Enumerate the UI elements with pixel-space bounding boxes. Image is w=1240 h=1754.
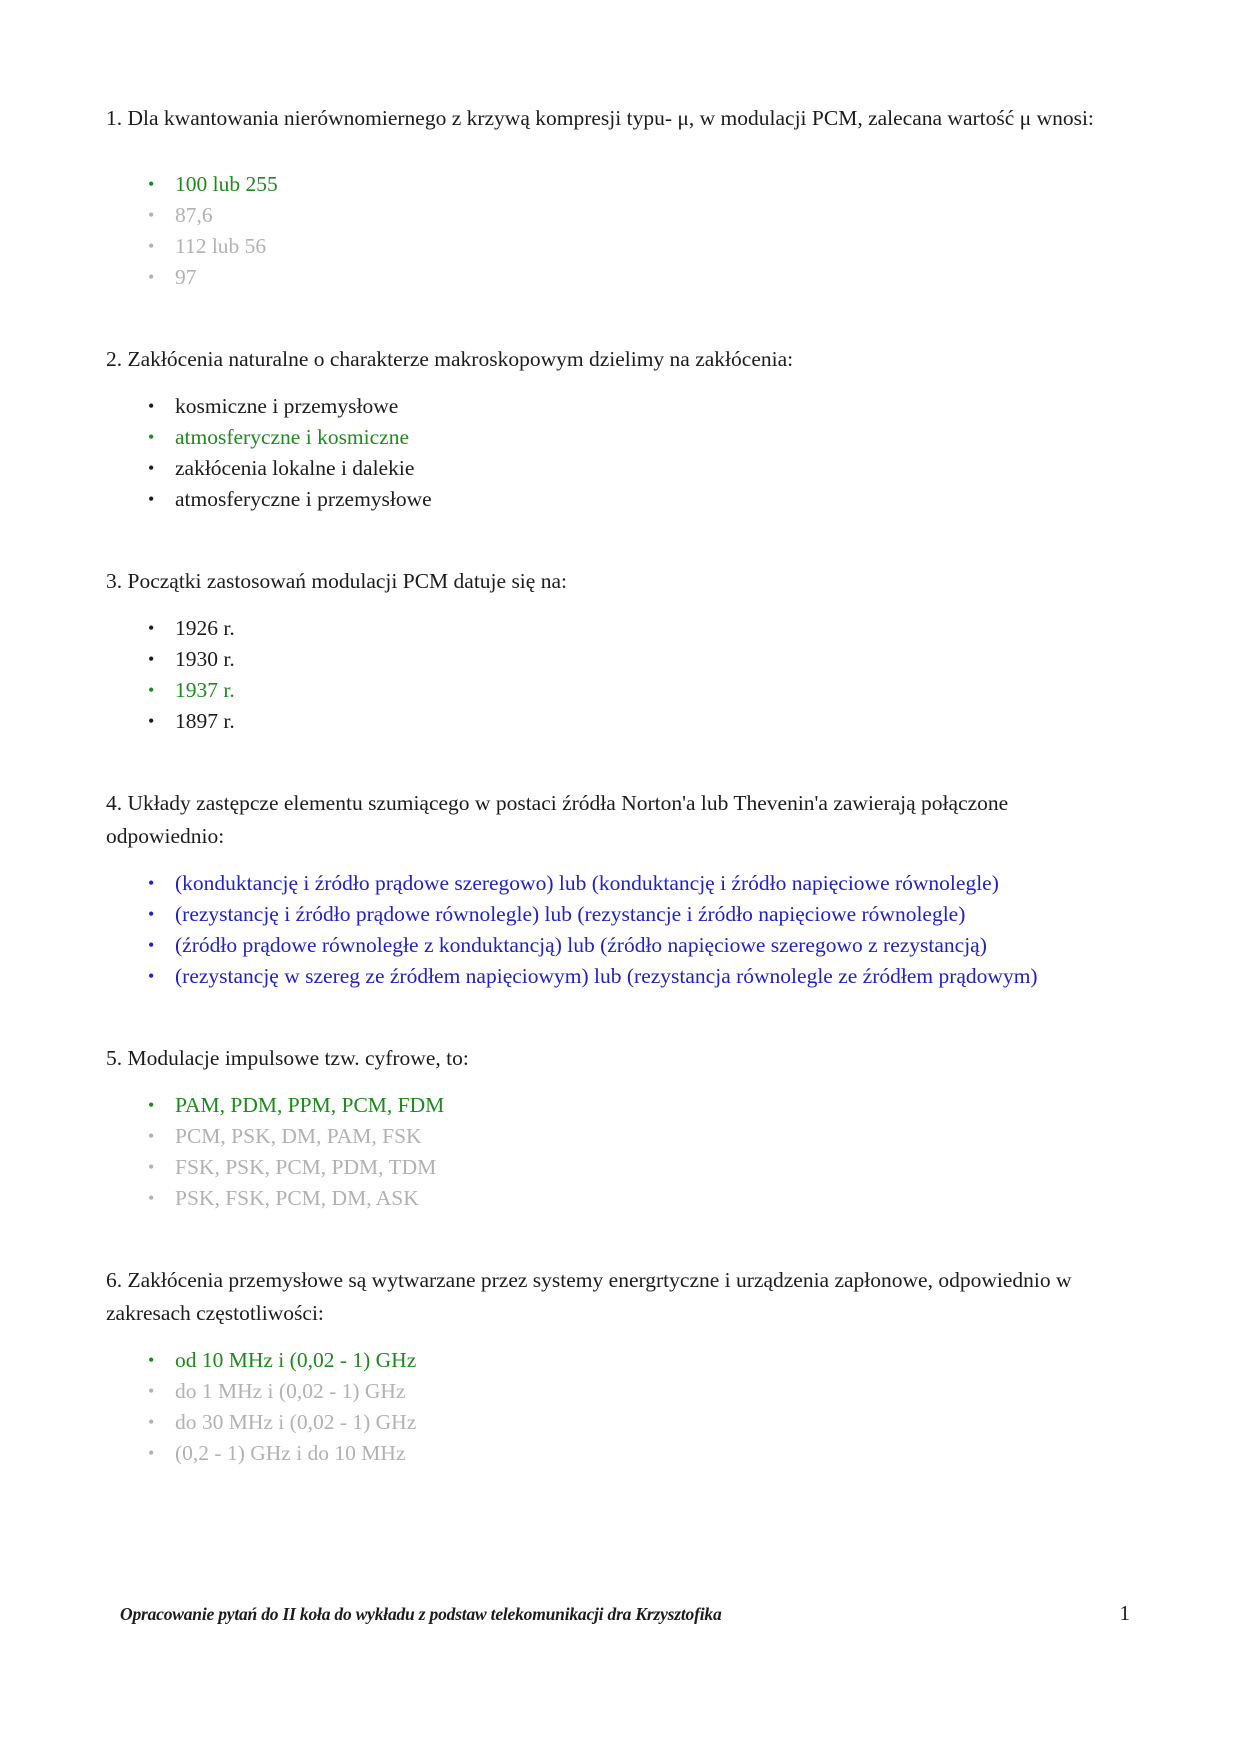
option	[148, 1376, 1108, 1407]
question-number: 3.	[106, 569, 123, 593]
option	[148, 706, 1108, 737]
bullet-icon: •	[148, 1157, 155, 1177]
bullet-icon: •	[148, 1188, 155, 1208]
option-label: PSK, FSK, PCM, DM, ASK	[175, 1186, 419, 1210]
option	[148, 1183, 1108, 1214]
bullet-icon: •	[148, 236, 155, 256]
option	[148, 868, 1108, 899]
option	[148, 644, 1108, 675]
question-6	[106, 1264, 1108, 1469]
option-label: (rezystancję w szereg ze źródłem napięciowym) lub (rezystancja równolegle ze źródłem prądowym)	[175, 964, 1038, 988]
question-heading	[106, 1042, 1108, 1075]
question-number: 6.	[106, 1268, 123, 1292]
option-label: 87,6	[175, 203, 213, 227]
options-list	[106, 169, 1108, 293]
question-heading	[106, 787, 1108, 853]
option-label: kosmiczne i przemysłowe	[175, 394, 399, 418]
bullet-icon: •	[148, 205, 155, 225]
option-label: (rezystancję i źródło prądowe równolegle) lub (rezystancje i źródło napięciowe równolegle)	[175, 902, 966, 926]
option	[148, 899, 1108, 930]
option	[148, 484, 1108, 515]
option	[148, 391, 1108, 422]
bullet-icon: •	[148, 1412, 155, 1432]
question-2	[106, 343, 1108, 515]
option	[148, 422, 1108, 453]
option	[148, 262, 1108, 293]
question-text: Zakłócenia przemysłowe są wytwarzane przez systemy energrtyczne i urządzenia zapłonowe, odpowiednio w zakresach częstotliwości:	[106, 1268, 1072, 1325]
options-list	[106, 613, 1108, 737]
question-heading	[106, 343, 1108, 376]
bullet-icon: •	[148, 873, 155, 893]
option-label: do 30 MHz i (0,02 - 1) GHz	[175, 1410, 417, 1434]
option	[148, 1090, 1108, 1121]
option	[148, 1152, 1108, 1183]
bullet-icon: •	[148, 427, 155, 447]
page-footer	[120, 1601, 1130, 1626]
question-text: Zakłócenia naturalne o charakterze makroskopowym dzielimy na zakłócenia:	[127, 347, 794, 371]
footer-text: Opracowanie pytań do II koła do wykładu z podstaw telekomunikacji dra Krzysztofika	[120, 1604, 722, 1624]
question-text: Dla kwantowania nierównomiernego z krzywą kompresji typu- μ, w modulacji PCM, zalecana wartość μ wnosi:	[127, 106, 1094, 130]
option-label: 1926 r.	[175, 616, 235, 640]
options-list	[106, 868, 1108, 992]
option	[148, 613, 1108, 644]
bullet-icon: •	[148, 904, 155, 924]
options-list	[106, 1090, 1108, 1214]
option	[148, 200, 1108, 231]
option-label: 1930 r.	[175, 647, 235, 671]
bullet-icon: •	[148, 458, 155, 478]
bullet-icon: •	[148, 1350, 155, 1370]
bullet-icon: •	[148, 267, 155, 287]
option	[148, 1438, 1108, 1469]
option-label: 112 lub 56	[175, 234, 267, 258]
page-number: 1	[1119, 1601, 1130, 1625]
bullet-icon: •	[148, 618, 155, 638]
question-number: 2.	[106, 347, 123, 371]
question-4	[106, 787, 1108, 992]
bullet-icon: •	[148, 966, 155, 986]
question-heading	[106, 1264, 1108, 1330]
bullet-icon: •	[148, 1443, 155, 1463]
questions-list	[106, 102, 1108, 1469]
option-label: PCM, PSK, DM, PAM, FSK	[175, 1124, 422, 1148]
bullet-icon: •	[148, 711, 155, 731]
bullet-icon: •	[148, 935, 155, 955]
option-label: 100 lub 255	[175, 172, 278, 196]
option-label: atmosferyczne i przemysłowe	[175, 487, 432, 511]
question-text: Modulacje impulsowe tzw. cyfrowe, to:	[127, 1046, 469, 1070]
option-label: (0,2 - 1) GHz i do 10 MHz	[175, 1441, 406, 1465]
bullet-icon: •	[148, 649, 155, 669]
option-label: od 10 MHz i (0,02 - 1) GHz	[175, 1348, 417, 1372]
options-list	[106, 391, 1108, 515]
option	[148, 1121, 1108, 1152]
option-label: 97	[175, 265, 197, 289]
bullet-icon: •	[148, 489, 155, 509]
question-heading	[106, 102, 1108, 135]
bullet-icon: •	[148, 1095, 155, 1115]
question-number: 1.	[106, 106, 123, 130]
question-1	[106, 102, 1108, 293]
option-label: 1897 r.	[175, 709, 235, 733]
bullet-icon: •	[148, 174, 155, 194]
bullet-icon: •	[148, 396, 155, 416]
question-number: 4.	[106, 791, 123, 815]
question-number: 5.	[106, 1046, 123, 1070]
option-label: zakłócenia lokalne i dalekie	[175, 456, 415, 480]
option	[148, 930, 1108, 961]
question-5	[106, 1042, 1108, 1214]
options-list	[106, 1345, 1108, 1469]
option-label: do 1 MHz i (0,02 - 1) GHz	[175, 1379, 406, 1403]
option-label: FSK, PSK, PCM, PDM, TDM	[175, 1155, 437, 1179]
option-label: (konduktancję i źródło prądowe szeregowo) lub (konduktancję i źródło napięciowe równolegle)	[175, 871, 999, 895]
option-label: PAM, PDM, PPM, PCM, FDM	[175, 1093, 445, 1117]
option	[148, 675, 1108, 706]
option-label: (źródło prądowe równoległe z konduktancją) lub (źródło napięciowe szeregowo z rezystancją)	[175, 933, 987, 957]
option-label: 1937 r.	[175, 678, 235, 702]
bullet-icon: •	[148, 1126, 155, 1146]
bullet-icon: •	[148, 680, 155, 700]
option	[148, 961, 1108, 992]
question-heading	[106, 565, 1108, 598]
question-text: Początki zastosowań modulacji PCM datuje się na:	[127, 569, 567, 593]
option	[148, 231, 1108, 262]
question-3	[106, 565, 1108, 737]
option	[148, 1407, 1108, 1438]
question-text: Układy zastępcze elementu szumiącego w postaci źródła Norton'a lub Thevenin'a zawierają połączone odpowiednio:	[106, 791, 1009, 848]
option	[148, 169, 1108, 200]
option	[148, 453, 1108, 484]
bullet-icon: •	[148, 1381, 155, 1401]
option	[148, 1345, 1108, 1376]
option-label: atmosferyczne i kosmiczne	[175, 425, 410, 449]
